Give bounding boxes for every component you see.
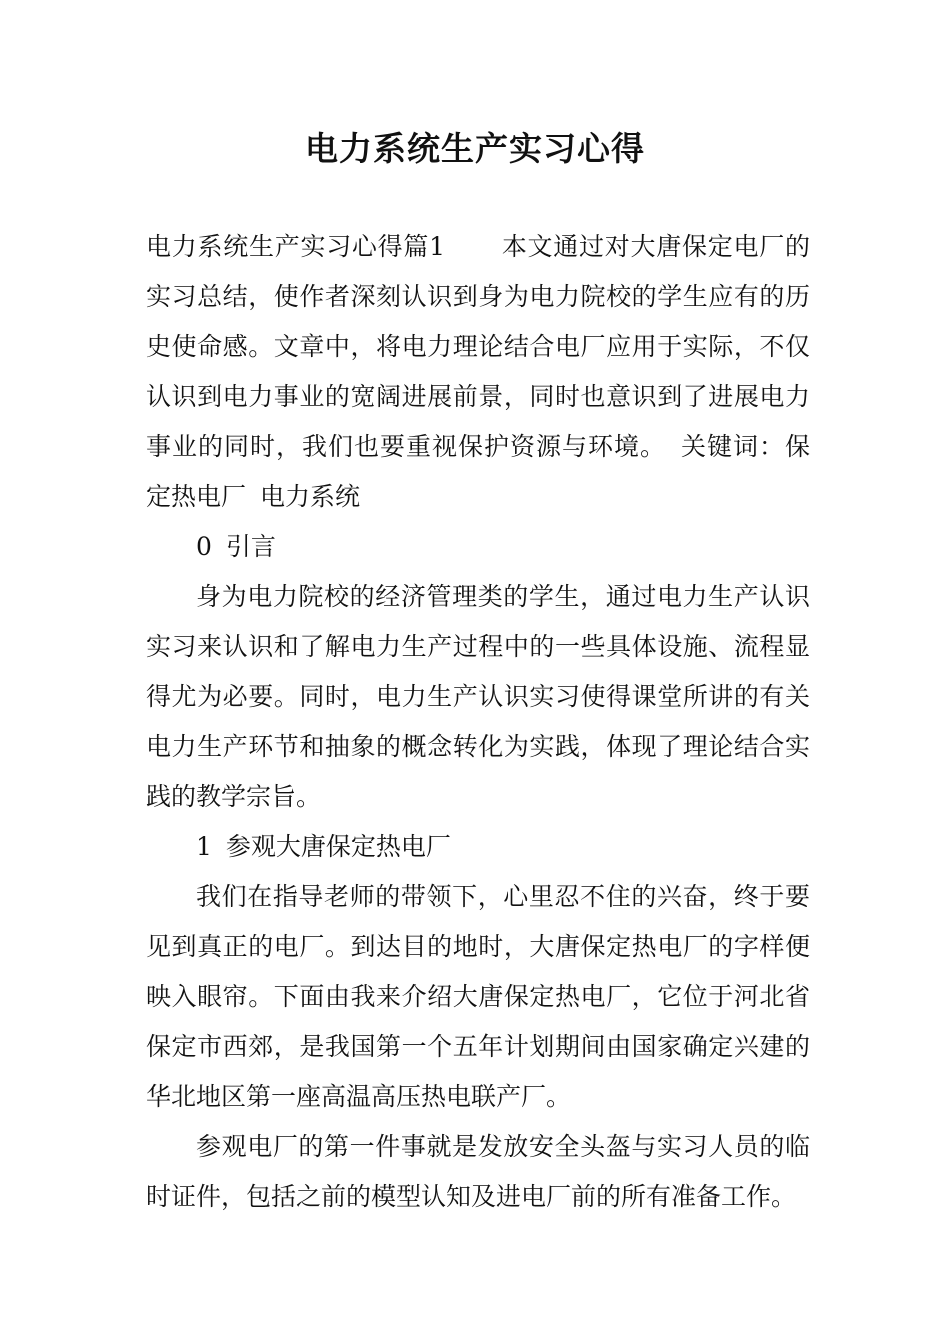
keyword: 电力系统 (260, 482, 361, 511)
body-paragraph: 我们在指导老师的带领下，心里忍不住的兴奋，终于要见到真正的电厂。到达目的地时，大唐保定热电厂的字样便映入眼帘。下面由我来介绍大唐保定热电厂，它位于河北省保定市西郊，是我国第一个五年计划期间由国家确定兴建的华北地区第一座高温高压热电联产厂。 (146, 882, 810, 1111)
section-heading (146, 522, 810, 572)
document-body (146, 222, 810, 1222)
keyword: 保定热电厂 (146, 432, 810, 511)
abstract-heading: 电力系统生产实习心得篇1 (146, 232, 446, 261)
section-number: 1 (196, 832, 212, 861)
body-paragraph: 参观电厂的第一件事就是发放安全头盔与实习人员的临时证件，包括之前的模型认知及进电厂前的所有准备工作。 (146, 1132, 810, 1211)
body-paragraph: 身为电力院校的经济管理类的学生，通过电力生产认识实习来认识和了解电力生产过程中的一些具体设施、流程显得尤为必要。同时，电力生产认识实习使得课堂所讲的有关电力生产环节和抽象的概念转化为实践，体现了理论结合实践的教学宗旨。 (146, 582, 810, 811)
section-title: 引言 (225, 532, 276, 561)
section-title: 参观大唐保定热电厂 (225, 832, 451, 861)
section-heading (146, 822, 810, 872)
abstract-paragraph (146, 222, 810, 522)
keywords-label: 关键词： (679, 432, 785, 461)
abstract-text: 本文通过对大唐保定电厂的实习总结，使作者深刻认识到身为电力院校的学生应有的历史使命感。文章中，将电力理论结合电厂应用于实际，不仅认识到电力事业的宽阔进展前景，同时也意识到了进展电力事业的同时，我们也要重视保护资源与环境。 (146, 232, 810, 461)
page-title: 电力系统生产实习心得 (305, 129, 645, 168)
section-number: 0 (196, 532, 212, 561)
